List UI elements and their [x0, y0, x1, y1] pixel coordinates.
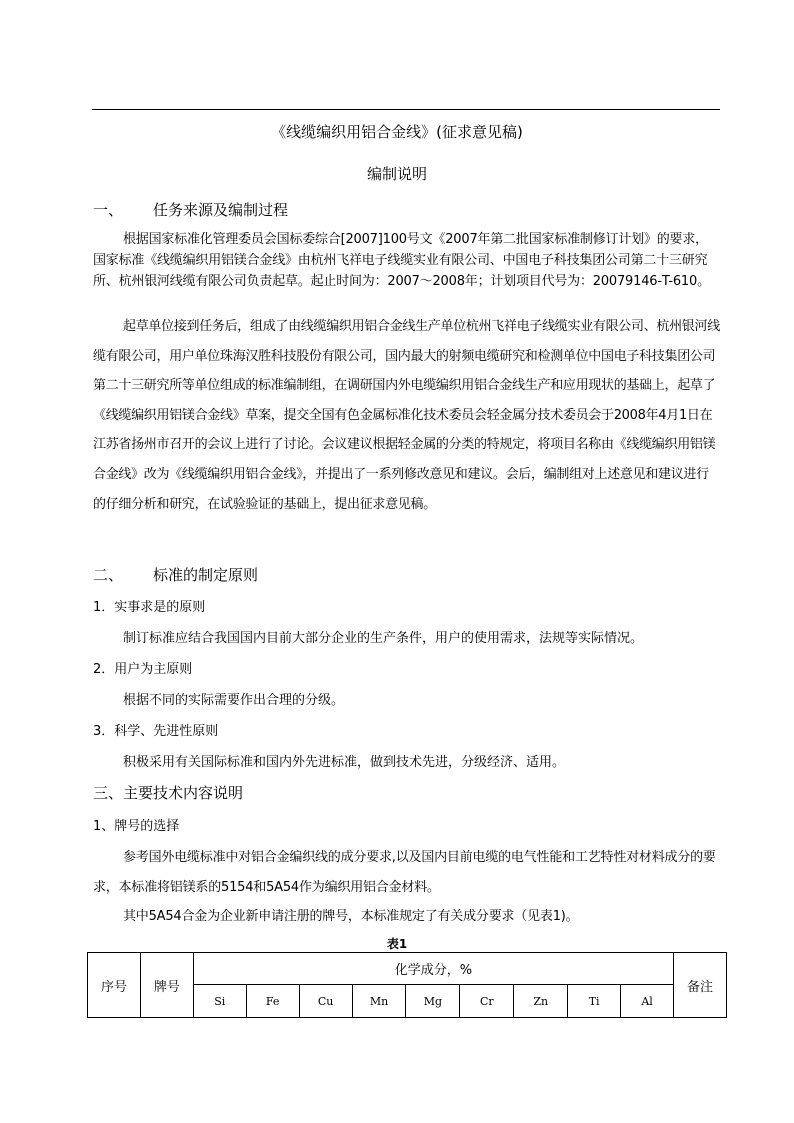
table-header-composition: 化学成分，% [193, 953, 673, 985]
header-rule [92, 109, 720, 110]
section2-number: 二、 [93, 566, 124, 584]
section2-title: 标准的制定原则 [153, 566, 259, 584]
principle-1-text: 制订标准应结合我国国内目前大部分企业的生产条件，用户的使用需求，法规等实际情况。 [123, 631, 644, 646]
table-header-row [88, 953, 727, 985]
table-header-no: 序号 [88, 953, 141, 1018]
element-mg: Mg [406, 985, 460, 1018]
composition-table [87, 952, 727, 1018]
section1-paragraph2 [93, 312, 720, 519]
element-mn: Mn [352, 985, 406, 1018]
grade-selection-text2: 其中5A54合金为企业新申请注册的牌号，本标准规定了有关成分要求（见表1)。 [123, 909, 579, 924]
principle-2-heading: 2．用户为主原则 [93, 662, 193, 677]
section1-paragraph2-text: 起草单位接到任务后，组成了由线缆编织用铝合金线生产单位杭州飞祥电子线缆实业有限公司、杭州银河线缆有限公司，用户单位珠海汉胜科技股份有限公司，国内最大的射频电缆研究和检测单位中国电子科技集团公司第二十三研究所等单位组成的标准编制组，在调研国内外电缆编织用铝合金线生产和应用现状的基础上，起草了《线缆编织用铝镁合金线》草案，提交全国有色金属标准化技术委员会轻金属分技术委员会于2008年4月1日在江苏省扬州市召开的会议上进行了讨论。会议建议根据轻金属的分类的特规定，将项目名称由《线缆编织用铝镁合金线》改为《线缆编织用铝合金线》，并提出了一系列修改意见和建议。会后，编制组对上述意见和建议进行的仔细分析和研究，在试验验证的基础上，提出征求意见稿。 [93, 319, 720, 512]
section1-paragraph1 [93, 229, 720, 292]
principle-3-heading: 3．科学、先进性原则 [93, 724, 219, 739]
document-subtitle: 编制说明 [366, 165, 427, 183]
element-fe: Fe [246, 985, 299, 1018]
table1-caption: 表1 [386, 937, 408, 951]
section1-number: 一、 [93, 201, 124, 219]
element-cr: Cr [460, 985, 514, 1018]
grade-selection-heading: 1、牌号的选择 [93, 819, 180, 834]
element-si: Si [193, 985, 246, 1018]
principle-1-heading: 1．实事求是的原则 [93, 600, 206, 615]
section1-heading [93, 199, 288, 220]
table-header-note: 备注 [674, 953, 727, 1018]
principle-3-text: 积极采用有关国际标准和国内外先进标准，做到技术先进，分级经济、适用。 [123, 755, 566, 770]
section2-heading [93, 564, 258, 585]
document-title: 《线缆编织用铝合金线》(征求意见稿) [271, 123, 523, 141]
element-ti: Ti [568, 985, 621, 1018]
grade-selection-text1: 参考国外电缆标准中对铝合金编织线的成分要求,以及国内目前电缆的电气性能和工艺特性对材料成分的要求，本标准将铝镁系的5154和5A54作为编织用铝合金材料。 [93, 850, 716, 895]
principle-2-text: 根据不同的实际需要作出合理的分级。 [123, 693, 345, 708]
table-header-grade: 牌号 [140, 953, 193, 1018]
element-cu: Cu [299, 985, 352, 1018]
section1-paragraph1-text: 根据国家标准化管理委员会国标委综合[2007]100号文《2007年第二批国家标准制修订计划》的要求，国家标准《线缆编织用铝镁合金线》由杭州飞祥电子线缆实业有限公司、中国电子科技集团公司第二十三研究所、杭州银河线缆有限公司负责起草。起止时间为：2007～2008年；计划项目代号为：20079146-T-610。 [93, 232, 710, 289]
element-zn: Zn [514, 985, 568, 1018]
section3-heading: 三、主要技术内容说明 [93, 784, 244, 802]
element-al: Al [621, 985, 674, 1018]
grade-selection-paragraph [93, 843, 720, 932]
section1-title: 任务来源及编制过程 [153, 201, 289, 219]
